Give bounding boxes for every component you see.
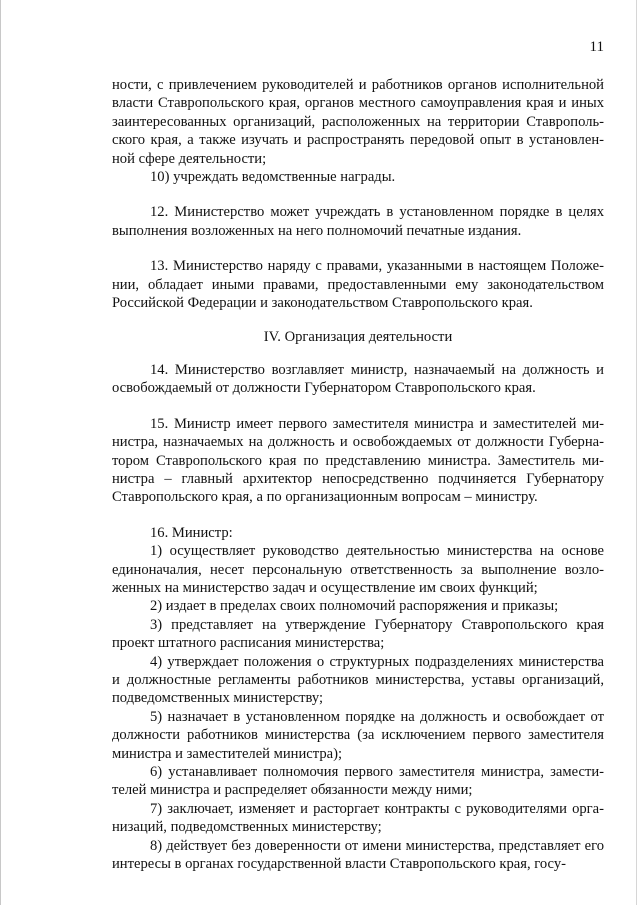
scan-edge-left [0,0,1,905]
clause-16-item-4: 4) утверждает положения о структурных подразделениях министерства и должностные регламенты работников министерства, уставы организаций, подведомственных министерству; [112,653,604,707]
clause-12: 12. Министерство может учреждать в установленном порядке в целях выполнения возложенных на него полномочий печатные издания. [112,204,604,239]
clause-14: 14. Министерство возглавляет министр, назначаемый на должность и освобождаемый от должности Губернатором Ставропольского края. [112,361,604,397]
scan-edge-right [636,0,637,905]
page-number: 11 [589,39,604,55]
document-body [112,76,604,873]
clause-16-item-2: 2) издает в пределах своих полномочий распоряжения и приказы; [150,598,559,615]
clause-15: 15. Министр имеет первого заместителя министра и заместителей ми-нистра, назначаемых на должность и освобождаемых от должности Губерна-тором Ставропольского края по представлению министра. Заместитель ми-нистра – главный архитектор непосредственно подчиняется Губернатору Ставропольского края, а по организационным вопросам – министру. [112,415,604,506]
clause-13: 13. Министерство наряду с правами, указанными в настоящем Положе-нии, обладает иными правами, предоставленными ему законодательством Российской Федерации и законодательством Ставропольского края. [112,258,604,312]
clause-16-item-6: 6) устанавливает полномочия первого заместителя министра, замести-телей министра и распределяет обязанности между ними; [112,764,604,799]
clause-16-item-1: 1) осуществляет руководство деятельностью министерства на основе единоначалия, несет персональную ответственность за выполнение возло-женных на министерство задач и осуществление им своих функций; [112,543,604,596]
section-heading: IV. Организация деятельности [263,329,453,346]
continuation-paragraph: ности, с привлечением руководителей и работников органов исполнительной власти Ставропольского края, органов местного самоуправления края и иных заинтересованных организаций, расположенных на территории Ставрополь-ского края, а также изучать и распространять передовой опыт в установлен-ной сфере деятельности; [112,77,604,167]
item-10: 10) учреждать ведомственные награды. [150,169,396,186]
clause-16-item-5: 5) назначает в установленном порядке на должность и освобождает от должности работников министерства (за исключением первого заместителя министра и заместителей министра); [112,708,604,762]
clause-16-item-8: 8) действует без доверенности от имени министерства, представляет его интересы в органах государственной власти Ставропольского края, госу- [112,837,604,873]
clause-16-intro: 16. Министр: [150,524,233,541]
clause-16-item-3: 3) представляет на утверждение Губернатору Ставропольского края проект штатного расписания министерства; [112,616,604,652]
clause-16-item-7: 7) заключает, изменяет и расторгает контракты с руководителями орга-низаций, подведомственных министерству; [112,800,604,836]
